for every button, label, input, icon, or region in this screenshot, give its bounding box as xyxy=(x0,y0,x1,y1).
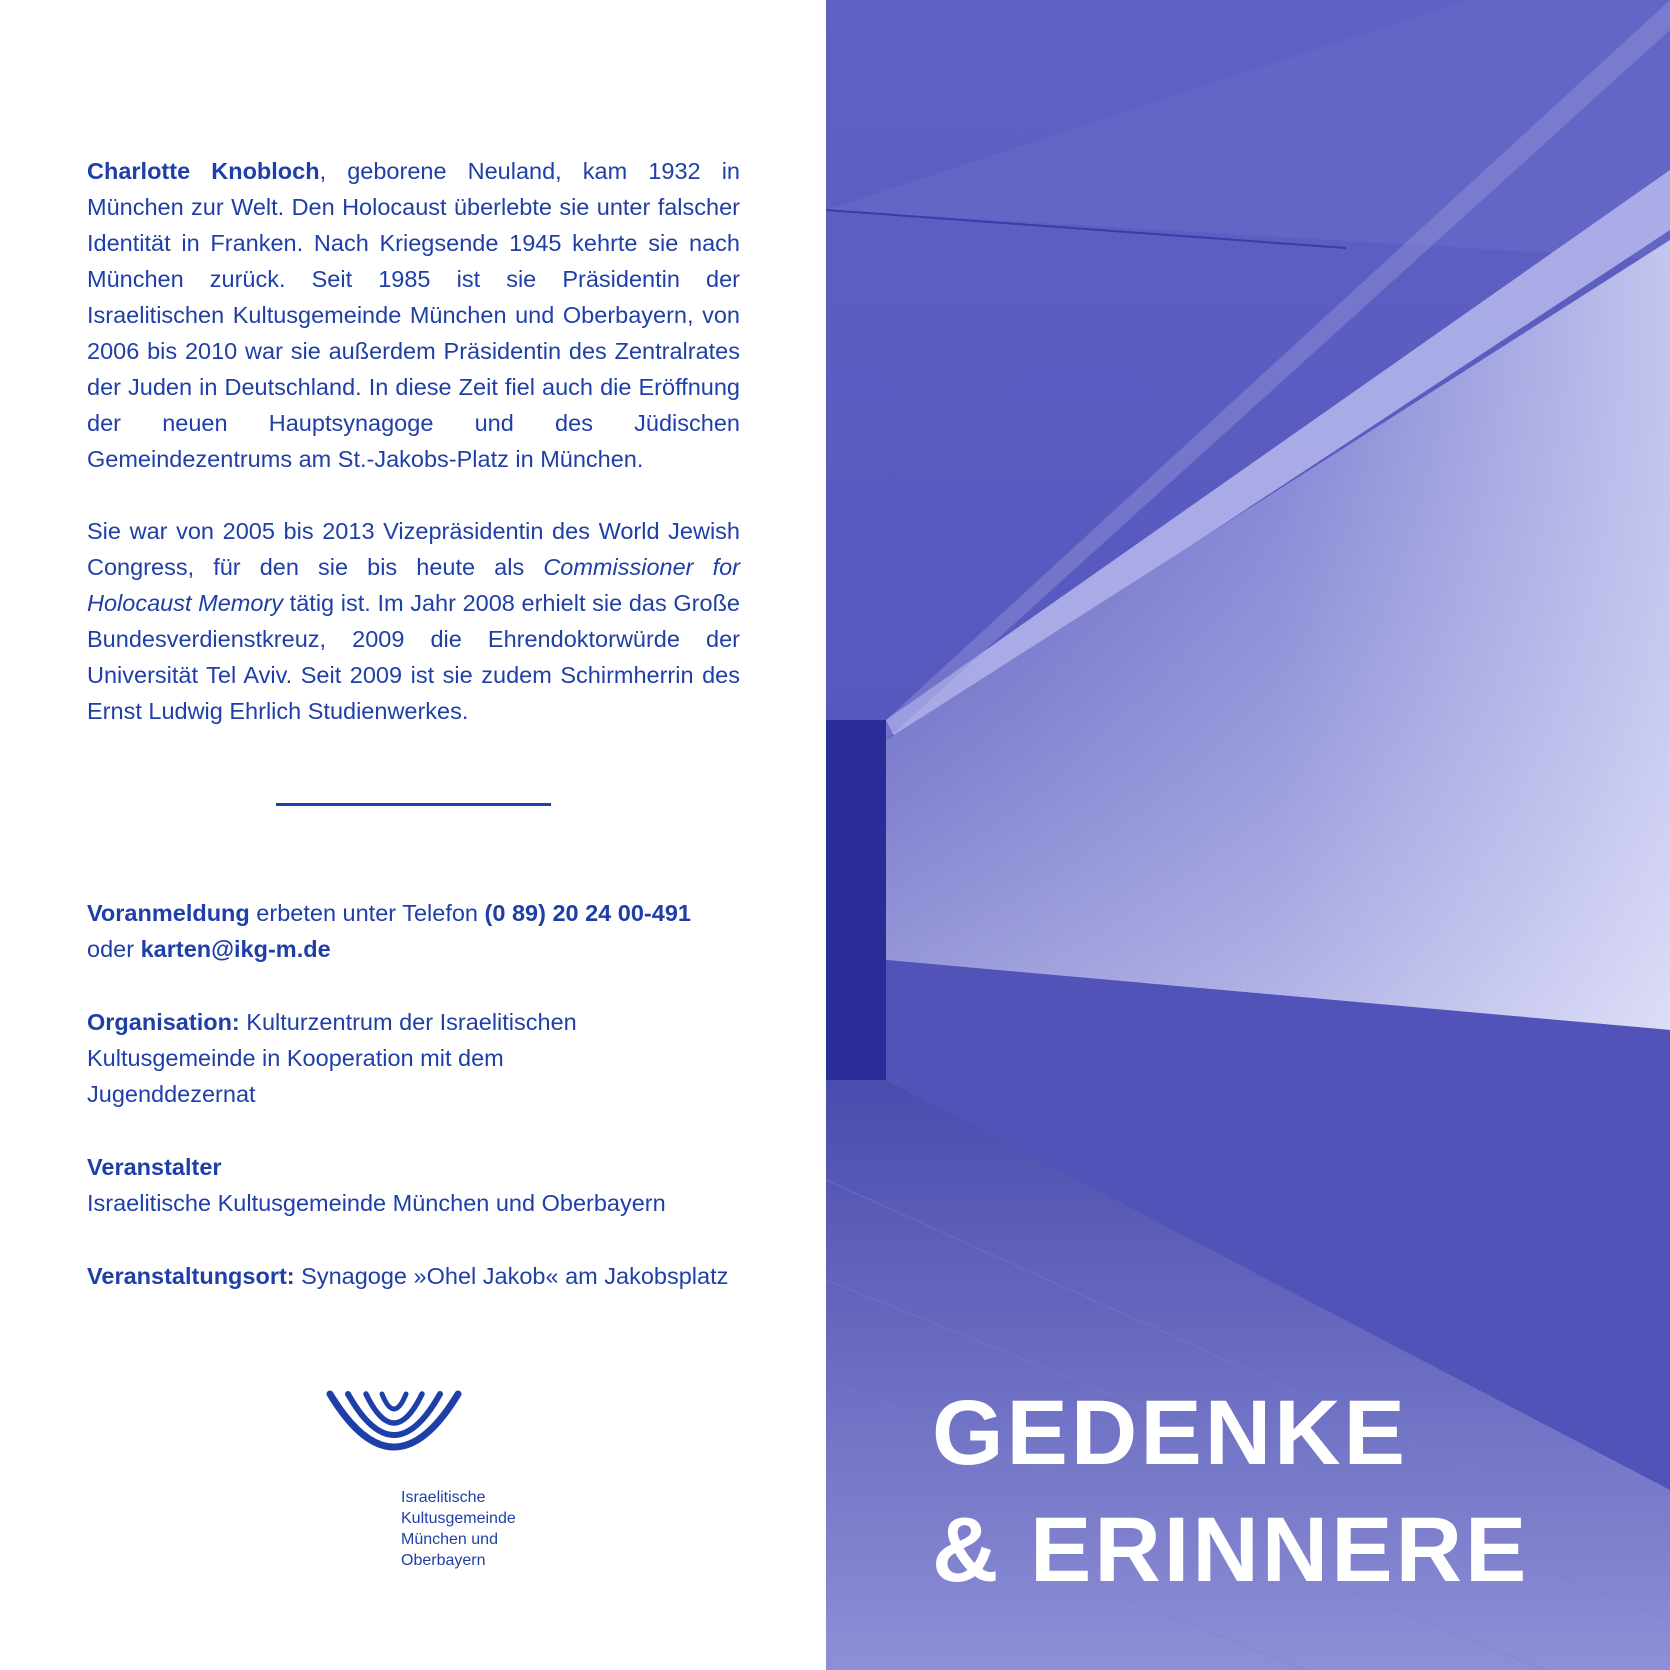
headline xyxy=(932,1375,1529,1609)
bio-paragraph-2-text-b: tätig ist. Im Jahr 2008 erhielt sie das Große Bundesverdienstkreuz, 2009 die Ehrendoktorwürde der Universität Tel Aviv. Seit 2009 ist sie zudem Schirmherrin des Ernst Ludwig Ehrlich Studienwerkes. xyxy=(87,590,740,724)
organisation-text: Kulturzentrum der Israelitischen Kultusgemeinde in Kooperation mit dem Jugenddezernat xyxy=(87,1009,577,1107)
divider xyxy=(276,803,551,806)
registration-label: Voranmeldung xyxy=(87,900,250,926)
bio-paragraph-1-text: , geborene Neuland, kam 1932 in München zur Welt. Den Holocaust überlebte sie unter falscher Identität in Franken. Nach Kriegsende 1945 kehrte sie nach München zurück. Seit 1985 ist sie Präsidentin der Israelitischen Kultusgemeinde München und Oberbayern, von 2006 bis 2010 war sie außerdem Präsidentin des Zentralrates der Juden in Deutschland. In diese Zeit fiel auch die Eröffnung der neuen Hauptsynagoge und des Jüdischen Gemeindezentrums am St.-Jakobs-Platz in München. xyxy=(87,158,740,472)
venue-block xyxy=(87,1258,767,1294)
organisation-label: Organisation: xyxy=(87,1009,240,1035)
headline-line-1: GEDENKE xyxy=(932,1382,1408,1484)
event-info xyxy=(87,895,767,1331)
bio-paragraph-2-text-a: Sie war von 2005 bis 2013 Vizepräsidentin des World Jewish Congress, für den sie bis heute als xyxy=(87,518,740,580)
logo-line: München und xyxy=(401,1531,498,1548)
logo-line: Oberbayern xyxy=(401,1552,486,1569)
bio-paragraph-2 xyxy=(87,513,740,729)
registration-phone[interactable]: (0 89) 20 24 00-491 xyxy=(484,900,691,926)
text-panel xyxy=(0,0,826,1670)
person-name: Charlotte Knobloch xyxy=(87,158,320,184)
organizer-text: Israelitische Kultusgemeinde München und Oberbayern xyxy=(87,1190,666,1216)
registration-or: oder xyxy=(87,936,141,962)
biography xyxy=(87,153,740,765)
organisation-block xyxy=(87,1004,647,1112)
headline-line-2: & ERINNERE xyxy=(932,1499,1530,1601)
organizer-block xyxy=(87,1149,767,1221)
logo-line: Kultusgemeinde xyxy=(401,1510,516,1527)
bio-paragraph-1 xyxy=(87,153,740,477)
registration-email[interactable]: karten@ikg-m.de xyxy=(140,936,331,962)
bio-title-italic: Commissioner for Holocaust Memory xyxy=(87,554,740,616)
photo-panel xyxy=(826,0,1670,1670)
registration-block xyxy=(87,895,767,967)
menorah-arcs-icon xyxy=(326,1388,462,1478)
organizer-label: Veranstalter xyxy=(87,1154,222,1180)
registration-text: erbeten unter Telefon xyxy=(249,900,485,926)
logo-line: Israelitische xyxy=(401,1489,486,1506)
logo-wordmark xyxy=(401,1487,516,1571)
venue-text: Synagoge »Ohel Jakob« am Jakobsplatz xyxy=(294,1263,729,1289)
venue-label: Veranstaltungsort: xyxy=(87,1263,295,1289)
